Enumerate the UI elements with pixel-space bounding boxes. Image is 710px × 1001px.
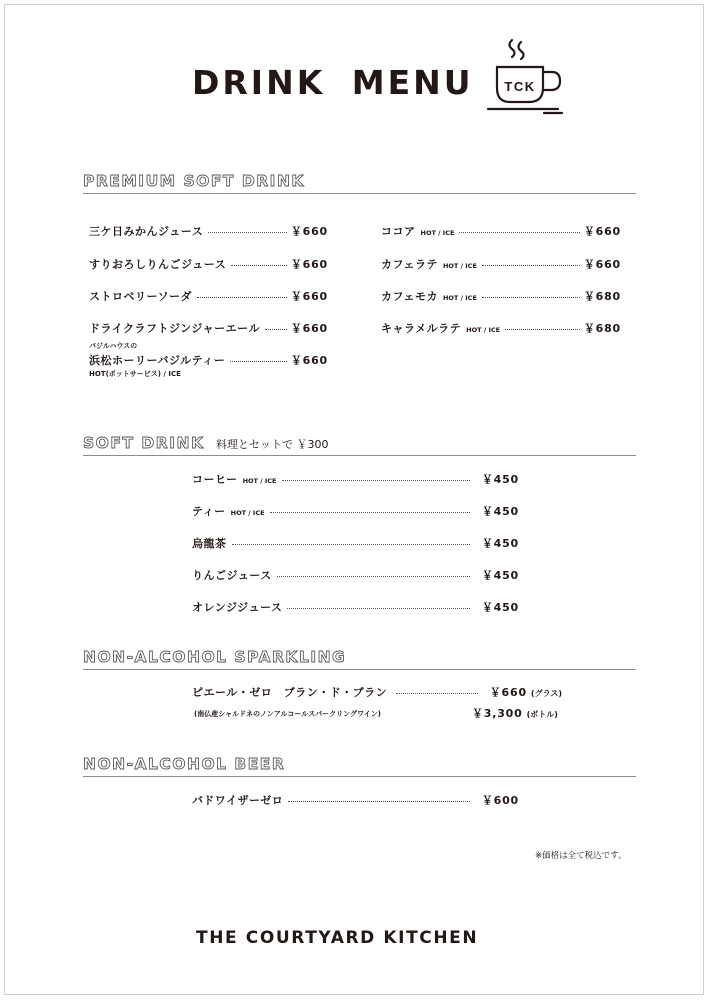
item-price: ￥660 (583, 225, 621, 238)
dot-leader (482, 297, 580, 298)
dot-leader (277, 576, 470, 577)
menu-item (89, 355, 328, 366)
item-name: バドワイザーゼロ (192, 794, 284, 807)
item-price-glass: ￥660 (489, 686, 527, 699)
dot-leader (282, 480, 470, 481)
menu-item (89, 323, 328, 334)
item-price: ￥660 (290, 290, 328, 303)
menu-item (192, 602, 519, 613)
item-name: 三ケ日みかんジュース (89, 225, 204, 238)
menu-item (89, 291, 328, 302)
item-price: ￥680 (583, 322, 621, 335)
item-price-bottle: ￥3,300 (472, 707, 523, 720)
set-price-note: 料理とセットで ￥300 (216, 438, 329, 451)
item-name: ピエール・ゼロ ブラン・ド・ブラン (192, 686, 388, 699)
item-price: ￥450 (481, 505, 519, 518)
menu-item (192, 474, 519, 485)
item-price: ￥600 (481, 794, 519, 807)
item-price: ￥660 (583, 258, 621, 271)
item-pre-label: バジルハウスの (89, 342, 138, 350)
dot-leader (396, 693, 477, 694)
item-name: ドライクラフトジンジャーエール (89, 322, 260, 335)
glass-label: (グラス) (530, 689, 562, 698)
item-tag: HOT / ICE (466, 326, 501, 334)
dot-leader (265, 329, 287, 330)
beer-section-header (83, 754, 636, 777)
menu-item (192, 506, 519, 517)
sparkling-section-header (83, 647, 636, 670)
bottle-label: (ボトル) (526, 710, 558, 719)
dot-leader (459, 232, 579, 233)
dot-leader (288, 801, 470, 802)
menu-item (192, 795, 519, 806)
menu-item (381, 226, 621, 237)
item-name: りんごジュース (192, 569, 272, 582)
item-name: ココア (381, 225, 416, 238)
item-name: ティー (192, 505, 226, 518)
tax-note: ※価格は全て税込です。 (535, 851, 627, 861)
item-name: すりおろしりんごジュース (89, 258, 227, 271)
premium-section-header (83, 171, 636, 194)
item-tag: HOT / ICE (442, 294, 477, 302)
item-name: 浜松ホーリーバジルティー (89, 354, 226, 367)
item-name: 烏龍茶 (192, 537, 227, 550)
item-tag: HOT / ICE (230, 509, 265, 517)
menu-item (381, 323, 621, 334)
section-title-sparkling: NON-ALCOHOL SPARKLING (83, 647, 347, 666)
page-title: DRINK MENU (192, 63, 474, 102)
item-tag: HOT / ICE (420, 229, 455, 237)
menu-item (381, 259, 621, 270)
section-title-premium: PREMIUM SOFT DRINK (83, 171, 305, 190)
dot-leader (230, 361, 287, 362)
dot-leader (197, 297, 287, 298)
item-name: コーヒー (192, 473, 238, 486)
item-price: ￥660 (290, 225, 328, 238)
item-name: カフェモカ (381, 290, 438, 303)
dot-leader (208, 232, 287, 233)
menu-item (192, 687, 562, 698)
item-post-label: HOT(ポットサービス) / ICE (89, 370, 181, 378)
item-price: ￥680 (583, 290, 621, 303)
item-price: ￥450 (481, 473, 519, 486)
dot-leader (232, 544, 470, 545)
menu-border (4, 4, 704, 995)
soft-section-header (83, 433, 636, 456)
item-name: カフェラテ (381, 258, 438, 271)
item-price: ￥660 (290, 322, 328, 335)
menu-item (89, 226, 328, 237)
item-name: ストロベリーソーダ (89, 290, 193, 303)
section-title-soft: SOFT DRINK (83, 433, 205, 452)
item-name: オレンジジュース (192, 601, 283, 614)
restaurant-name: THE COURTYARD KITCHEN (196, 928, 479, 948)
dot-leader (482, 265, 580, 266)
dot-leader (270, 512, 470, 513)
section-title-beer: NON-ALCOHOL BEER (83, 754, 286, 773)
dot-leader (287, 608, 469, 609)
coffee-cup-logo-icon (484, 36, 566, 118)
menu-item (89, 259, 328, 270)
item-name: キャラメルラテ (381, 322, 462, 335)
item-price: ￥450 (481, 569, 519, 582)
dot-leader (231, 265, 287, 266)
menu-item (381, 291, 621, 302)
item-description: (南仏産シャルドネのノンアルコールスパークリングワイン) (194, 710, 381, 718)
bottle-price-row (472, 708, 558, 719)
item-price: ￥660 (290, 258, 328, 271)
item-price: ￥450 (481, 601, 519, 614)
item-tag: HOT / ICE (242, 477, 277, 485)
menu-item (192, 570, 519, 581)
dot-leader (505, 329, 580, 330)
item-price: ￥660 (290, 354, 328, 367)
item-price: ￥450 (481, 537, 519, 550)
item-tag: HOT / ICE (442, 262, 477, 270)
logo-text: TCK (504, 79, 536, 94)
menu-item (192, 538, 519, 549)
